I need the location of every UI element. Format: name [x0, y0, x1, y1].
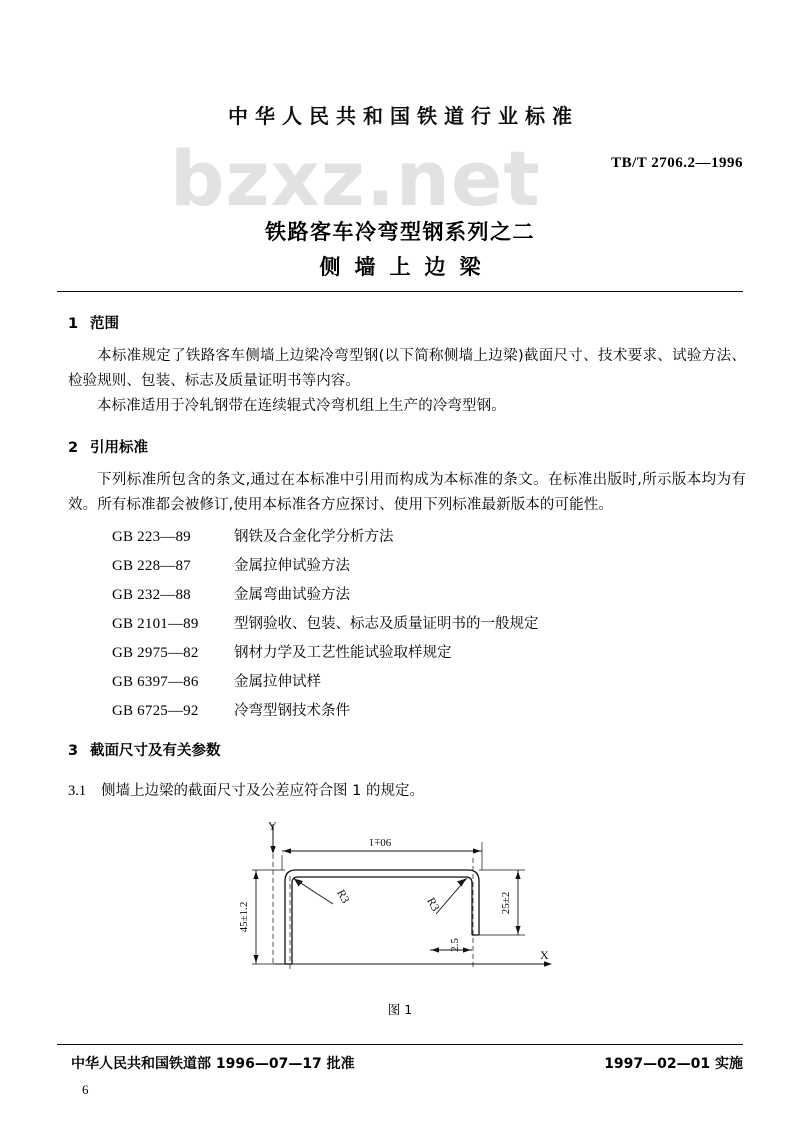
section-number-1: 1 — [68, 316, 79, 332]
width-arrow-left — [283, 848, 291, 853]
section-heading-dimensions — [68, 739, 746, 760]
reference-item — [68, 528, 746, 547]
page-number: 6 — [82, 1082, 89, 1097]
spacer — [68, 771, 746, 779]
radius-right-arrowhead — [457, 879, 466, 887]
document-header-org: 中华人民共和国铁道行业标准 — [228, 104, 579, 128]
footer-implementation: 1997—02—01 实施 — [604, 1056, 743, 1072]
footer-divider-rule — [57, 1044, 743, 1045]
thickness-arrow — [463, 947, 471, 952]
section-number-3: 3 — [68, 743, 79, 759]
spacer — [68, 731, 746, 739]
reference-title: 金属拉伸试验方法 — [234, 558, 350, 574]
reference-code: GB 2101—89 — [112, 616, 199, 632]
reference-code: GB 223—89 — [112, 529, 191, 545]
reference-code: GB 6397—86 — [112, 674, 199, 690]
thickness-arrow-outer — [431, 947, 439, 952]
watermark-bzxz: bzxz.net — [170, 134, 541, 223]
reference-code: GB 228—87 — [112, 558, 191, 574]
clause-text-3-1: 侧墙上边梁的截面尺寸及公差应符合图 1 的规定。 — [101, 783, 424, 799]
reference-item — [68, 644, 746, 663]
reference-code: GB 2975—82 — [112, 645, 199, 661]
height-right-arrow-top — [515, 871, 520, 879]
section-label-3: 截面尺寸及有关参数 — [90, 743, 221, 759]
axis-label-y: Y — [268, 819, 277, 833]
section-heading-scope — [68, 312, 746, 333]
figure-caption: 图 1 — [387, 1002, 413, 1017]
height-left-arrow-bottom — [253, 955, 258, 963]
clause-3-1 — [68, 779, 746, 804]
reference-title: 钢铁及合金化学分析方法 — [234, 529, 394, 545]
normative-reference-list — [68, 528, 746, 721]
width-arrow-right — [473, 848, 481, 853]
reference-item — [68, 557, 746, 576]
reference-title: 型钢验收、包装、标志及质量证明书的一般规定 — [234, 616, 539, 632]
y-axis-arrowhead — [270, 846, 275, 854]
radius-right-label: R3 — [424, 895, 442, 914]
radius-left-arrowhead — [294, 879, 303, 887]
clause-number-3-1: 3.1 — [68, 783, 87, 799]
x-axis-arrowhead — [544, 961, 552, 966]
spacer — [68, 419, 746, 436]
normative-paragraph-1: 下列标准所包含的条文,通过在本标准中引用而构成为本标准的条文。在标准出版时,所示版本均为有效。所有标准都会被修订,使用本标准各方应探讨、使用下列标准最新版本的可能性。 — [68, 472, 746, 513]
height-right-arrow-bottom — [515, 926, 520, 934]
header-divider-rule — [57, 291, 743, 292]
footer-approval: 中华人民共和国铁道部 1996—07—17 批准 — [71, 1056, 355, 1072]
profile-inner-contour — [292, 877, 472, 964]
reference-title: 金属拉伸试样 — [234, 674, 321, 690]
figure-1-drawing — [0, 818, 800, 998]
reference-title: 钢材力学及工艺性能试验取样规定 — [234, 645, 452, 661]
standard-number: TB/T 2706.2—1996 — [611, 155, 743, 171]
scope-paragraph-2: 本标准适用于冷轧钢带在连续辊式冷弯机组上生产的冷弯型钢。 — [97, 398, 506, 414]
title-sub: 侧墙上边梁 — [319, 255, 495, 279]
section-label-1: 范围 — [90, 316, 119, 332]
reference-title: 冷弯型钢技术条件 — [234, 703, 350, 719]
dimension-height-right-label: 25±2 — [500, 891, 512, 915]
scope-paragraph-1: 本标准规定了铁路客车侧墙上边梁冷弯型钢(以下简称侧墙上边梁)截面尺寸、技术要求、试验方法、检验规则、包装、标志及质量证明书等内容。 — [68, 348, 746, 389]
reference-item — [68, 702, 746, 721]
dimension-thickness-label: 2.5 — [449, 938, 461, 952]
reference-item — [68, 673, 746, 692]
dimension-height-left-label: 45±1.2 — [238, 901, 250, 933]
reference-item — [68, 615, 746, 634]
section-number-2: 2 — [68, 440, 79, 456]
title-main: 铁路客车冷弯型钢系列之二 — [265, 220, 535, 244]
reference-code: GB 6725—92 — [112, 703, 199, 719]
reference-item — [68, 586, 746, 605]
axis-label-x: X — [540, 948, 549, 962]
section-label-2: 引用标准 — [90, 440, 148, 456]
reference-code: GB 232—88 — [112, 587, 191, 603]
radius-left-label: R3 — [334, 887, 352, 906]
cross-section-diagram — [230, 818, 570, 993]
document-body — [68, 312, 746, 804]
height-left-arrow-top — [253, 871, 258, 879]
dimension-width-label: 90±1 — [368, 836, 392, 848]
reference-title: 金属弯曲试验方法 — [234, 587, 350, 603]
section-heading-normative — [68, 436, 746, 457]
